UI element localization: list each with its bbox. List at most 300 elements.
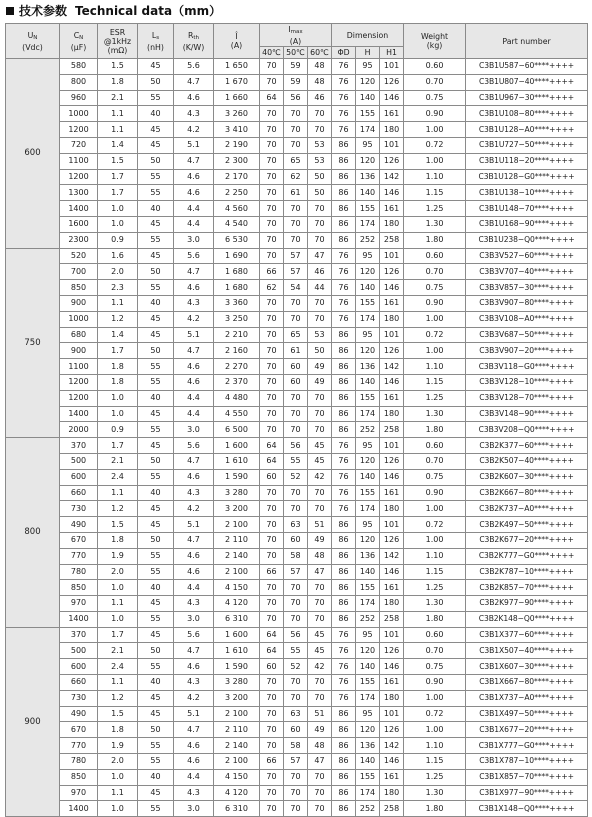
imax-40-cell: 70	[260, 169, 284, 185]
table-row	[6, 264, 588, 280]
rth-cell: 4.2	[174, 690, 214, 706]
esr-cell: 1.5	[98, 517, 138, 533]
rth-cell: 4.6	[174, 185, 214, 201]
imax-40-cell: 70	[260, 232, 284, 248]
cn-cell: 670	[60, 532, 98, 548]
ls-cell: 40	[138, 295, 174, 311]
part-number-cell: C3B1X507−40****++++	[466, 643, 588, 659]
technical-data-table	[5, 23, 588, 817]
h-cell: 120	[356, 532, 380, 548]
imax-60-cell: 49	[308, 532, 332, 548]
imax-50-cell: 70	[284, 801, 308, 817]
rth-cell: 5.6	[174, 438, 214, 454]
weight-cell: 1.15	[404, 754, 466, 770]
ls-cell: 45	[138, 137, 174, 153]
part-number-cell: C3B3V687−50****++++	[466, 327, 588, 343]
part-number-cell: C3B1U168−90****++++	[466, 216, 588, 232]
i-cell: 6 500	[214, 422, 260, 438]
imax-40-cell: 70	[260, 596, 284, 612]
imax-50-cell: 70	[284, 232, 308, 248]
i-cell: 1 690	[214, 248, 260, 264]
h-cell: 174	[356, 596, 380, 612]
table-row	[6, 359, 588, 375]
table-row	[6, 216, 588, 232]
i-cell: 1 590	[214, 469, 260, 485]
esr-cell: 1.7	[98, 627, 138, 643]
part-number-cell: C3B3V907−80****++++	[466, 295, 588, 311]
imax-60-cell: 48	[308, 59, 332, 75]
imax-50-cell: 60	[284, 532, 308, 548]
imax-60-cell: 70	[308, 422, 332, 438]
weight-cell: 0.70	[404, 453, 466, 469]
imax-50-cell: 60	[284, 374, 308, 390]
table-row	[6, 137, 588, 153]
imax-60-cell: 70	[308, 122, 332, 138]
h1-cell: 258	[380, 232, 404, 248]
table-row	[6, 659, 588, 675]
imax-60-cell: 45	[308, 643, 332, 659]
imax-40-cell: 62	[260, 280, 284, 296]
h-cell: 120	[356, 643, 380, 659]
weight-cell: 0.70	[404, 74, 466, 90]
rth-cell: 4.6	[174, 659, 214, 675]
i-cell: 2 110	[214, 722, 260, 738]
esr-cell: 2.0	[98, 264, 138, 280]
weight-cell: 0.70	[404, 264, 466, 280]
imax-60-cell: 53	[308, 137, 332, 153]
diameter-cell: 76	[332, 690, 356, 706]
esr-cell: 2.3	[98, 280, 138, 296]
table-row	[6, 153, 588, 169]
weight-cell: 0.75	[404, 659, 466, 675]
h-cell: 140	[356, 185, 380, 201]
h-cell: 140	[356, 280, 380, 296]
cn-cell: 600	[60, 469, 98, 485]
h1-cell: 180	[380, 501, 404, 517]
h1-cell: 161	[380, 201, 404, 217]
rth-cell: 4.3	[174, 485, 214, 501]
i-cell: 2 160	[214, 343, 260, 359]
table-row	[6, 517, 588, 533]
i-cell: 1 590	[214, 659, 260, 675]
esr-cell: 1.8	[98, 74, 138, 90]
diameter-cell: 86	[332, 580, 356, 596]
imax-50-cell: 63	[284, 706, 308, 722]
h1-cell: 101	[380, 706, 404, 722]
rth-cell: 4.7	[174, 343, 214, 359]
imax-60-cell: 70	[308, 785, 332, 801]
ls-cell: 50	[138, 453, 174, 469]
part-number-cell: C3B3V128−10****++++	[466, 374, 588, 390]
esr-cell: 1.5	[98, 706, 138, 722]
h-cell: 140	[356, 90, 380, 106]
part-number-cell: C3B1U148−70****++++	[466, 201, 588, 217]
imax-50-cell: 58	[284, 548, 308, 564]
imax-50-cell: 70	[284, 769, 308, 785]
table-body	[6, 59, 588, 817]
weight-cell: 0.90	[404, 485, 466, 501]
esr-cell: 1.1	[98, 675, 138, 691]
weight-cell: 0.75	[404, 280, 466, 296]
imax-60-cell: 46	[308, 90, 332, 106]
diameter-cell: 76	[332, 280, 356, 296]
imax-60-cell: 70	[308, 295, 332, 311]
ls-cell: 40	[138, 201, 174, 217]
h-cell: 140	[356, 469, 380, 485]
h1-cell: 146	[380, 185, 404, 201]
i-cell: 6 310	[214, 801, 260, 817]
ls-cell: 40	[138, 106, 174, 122]
part-number-cell: C3B2K677−20****++++	[466, 532, 588, 548]
h1-cell: 161	[380, 390, 404, 406]
rth-cell: 4.6	[174, 564, 214, 580]
h-cell: 155	[356, 485, 380, 501]
table-row	[6, 722, 588, 738]
ls-cell: 50	[138, 722, 174, 738]
ls-cell: 55	[138, 801, 174, 817]
imax-40-cell: 70	[260, 675, 284, 691]
imax-60-cell: 48	[308, 74, 332, 90]
imax-40-cell: 70	[260, 311, 284, 327]
imax-60-cell: 42	[308, 659, 332, 675]
ls-cell: 55	[138, 548, 174, 564]
header-ls: $L_s$ (nH)	[138, 24, 174, 59]
imax-40-cell: 70	[260, 248, 284, 264]
table-row	[6, 59, 588, 75]
rth-cell: 4.4	[174, 390, 214, 406]
weight-cell: 1.25	[404, 769, 466, 785]
i-cell: 3 200	[214, 501, 260, 517]
i-cell: 1 680	[214, 264, 260, 280]
diameter-cell: 86	[332, 548, 356, 564]
ls-cell: 55	[138, 232, 174, 248]
ls-cell: 55	[138, 280, 174, 296]
imax-40-cell: 70	[260, 122, 284, 138]
cn-cell: 1000	[60, 106, 98, 122]
weight-cell: 0.90	[404, 106, 466, 122]
esr-cell: 1.5	[98, 153, 138, 169]
rth-cell: 5.6	[174, 248, 214, 264]
esr-cell: 0.9	[98, 232, 138, 248]
h1-cell: 161	[380, 295, 404, 311]
imax-50-cell: 70	[284, 501, 308, 517]
esr-cell: 1.1	[98, 295, 138, 311]
esr-cell: 1.8	[98, 374, 138, 390]
imax-40-cell: 70	[260, 153, 284, 169]
ls-cell: 45	[138, 517, 174, 533]
table-row	[6, 201, 588, 217]
weight-cell: 0.60	[404, 627, 466, 643]
diameter-cell: 86	[332, 722, 356, 738]
h-cell: 95	[356, 438, 380, 454]
h-cell: 252	[356, 422, 380, 438]
esr-cell: 1.0	[98, 201, 138, 217]
diameter-cell: 86	[332, 374, 356, 390]
cn-cell: 770	[60, 738, 98, 754]
table-row	[6, 106, 588, 122]
part-number-cell: C3B1U138−10****++++	[466, 185, 588, 201]
table-row	[6, 738, 588, 754]
imax-40-cell: 70	[260, 738, 284, 754]
i-cell: 2 210	[214, 327, 260, 343]
cn-cell: 1400	[60, 611, 98, 627]
imax-40-cell: 70	[260, 201, 284, 217]
imax-40-cell: 70	[260, 59, 284, 75]
cn-cell: 850	[60, 280, 98, 296]
ls-cell: 55	[138, 359, 174, 375]
rth-cell: 4.3	[174, 596, 214, 612]
table-row	[6, 122, 588, 138]
esr-cell: 2.1	[98, 90, 138, 106]
h1-cell: 101	[380, 517, 404, 533]
ls-cell: 45	[138, 59, 174, 75]
i-cell: 6 530	[214, 232, 260, 248]
imax-50-cell: 56	[284, 438, 308, 454]
table-row	[6, 596, 588, 612]
diameter-cell: 76	[332, 122, 356, 138]
diameter-cell: 86	[332, 738, 356, 754]
imax-40-cell: 64	[260, 627, 284, 643]
weight-cell: 0.72	[404, 517, 466, 533]
esr-cell: 1.0	[98, 216, 138, 232]
i-cell: 4 120	[214, 596, 260, 612]
part-number-cell: C3B3V907−20****++++	[466, 343, 588, 359]
h-cell: 95	[356, 59, 380, 75]
table-row	[6, 501, 588, 517]
h1-cell: 126	[380, 643, 404, 659]
imax-50-cell: 60	[284, 359, 308, 375]
h-cell: 120	[356, 722, 380, 738]
rth-cell: 5.6	[174, 59, 214, 75]
weight-cell: 0.70	[404, 643, 466, 659]
rth-cell: 4.6	[174, 90, 214, 106]
rth-cell: 5.1	[174, 137, 214, 153]
imax-50-cell: 70	[284, 690, 308, 706]
table-row	[6, 390, 588, 406]
i-cell: 3 260	[214, 106, 260, 122]
ls-cell: 55	[138, 611, 174, 627]
h1-cell: 101	[380, 137, 404, 153]
imax-60-cell: 70	[308, 106, 332, 122]
part-number-cell: C3B1X677−20****++++	[466, 722, 588, 738]
imax-40-cell: 70	[260, 722, 284, 738]
rth-cell: 4.4	[174, 406, 214, 422]
weight-cell: 1.00	[404, 343, 466, 359]
ls-cell: 50	[138, 264, 174, 280]
rth-cell: 4.6	[174, 754, 214, 770]
imax-60-cell: 70	[308, 501, 332, 517]
imax-40-cell: 70	[260, 106, 284, 122]
i-cell: 4 150	[214, 769, 260, 785]
diameter-cell: 76	[332, 675, 356, 691]
i-cell: 3 280	[214, 675, 260, 691]
part-number-cell: C3B1U238−Q0****++++	[466, 232, 588, 248]
imax-50-cell: 56	[284, 627, 308, 643]
imax-60-cell: 48	[308, 548, 332, 564]
imax-60-cell: 70	[308, 675, 332, 691]
imax-60-cell: 70	[308, 485, 332, 501]
esr-cell: 1.8	[98, 722, 138, 738]
imax-60-cell: 49	[308, 722, 332, 738]
h-cell: 140	[356, 754, 380, 770]
table-row	[6, 185, 588, 201]
diameter-cell: 86	[332, 706, 356, 722]
part-number-cell: C3B2K377−60****++++	[466, 438, 588, 454]
part-number-cell: C3B2K507−40****++++	[466, 453, 588, 469]
table-row	[6, 248, 588, 264]
header-h: H	[356, 47, 380, 59]
imax-50-cell: 70	[284, 311, 308, 327]
diameter-cell: 86	[332, 532, 356, 548]
table-row	[6, 485, 588, 501]
part-number-cell: C3B1U108−80****++++	[466, 106, 588, 122]
h1-cell: 180	[380, 406, 404, 422]
header-row	[6, 24, 588, 47]
h-cell: 155	[356, 295, 380, 311]
h-cell: 95	[356, 706, 380, 722]
ls-cell: 45	[138, 627, 174, 643]
imax-60-cell: 47	[308, 248, 332, 264]
cn-cell: 370	[60, 627, 98, 643]
cn-cell: 970	[60, 785, 98, 801]
cn-cell: 730	[60, 690, 98, 706]
ls-cell: 40	[138, 580, 174, 596]
imax-40-cell: 60	[260, 469, 284, 485]
cn-cell: 580	[60, 59, 98, 75]
ls-cell: 55	[138, 185, 174, 201]
h1-cell: 126	[380, 343, 404, 359]
i-cell: 1 610	[214, 453, 260, 469]
header-dimension: Dimension	[332, 24, 404, 47]
part-number-cell: C3B1X977−90****++++	[466, 785, 588, 801]
i-cell: 3 200	[214, 690, 260, 706]
ls-cell: 55	[138, 422, 174, 438]
i-cell: 2 270	[214, 359, 260, 375]
imax-50-cell: 70	[284, 106, 308, 122]
ls-cell: 55	[138, 469, 174, 485]
table-row	[6, 295, 588, 311]
imax-40-cell: 70	[260, 706, 284, 722]
diameter-cell: 86	[332, 422, 356, 438]
cn-cell: 1200	[60, 390, 98, 406]
imax-50-cell: 70	[284, 122, 308, 138]
ls-cell: 55	[138, 738, 174, 754]
table-row	[6, 374, 588, 390]
h-cell: 140	[356, 564, 380, 580]
imax-60-cell: 50	[308, 169, 332, 185]
imax-50-cell: 57	[284, 248, 308, 264]
part-number-cell: C3B1X497−50****++++	[466, 706, 588, 722]
h-cell: 155	[356, 580, 380, 596]
h1-cell: 180	[380, 596, 404, 612]
rth-cell: 4.3	[174, 295, 214, 311]
cn-cell: 1000	[60, 311, 98, 327]
esr-cell: 2.0	[98, 754, 138, 770]
esr-cell: 1.8	[98, 359, 138, 375]
diameter-cell: 86	[332, 185, 356, 201]
table-row	[6, 690, 588, 706]
header-imax: $I_{max}$ (A)	[260, 24, 332, 47]
header-i: Î (A)	[214, 24, 260, 59]
ls-cell: 50	[138, 153, 174, 169]
h1-cell: 126	[380, 264, 404, 280]
weight-cell: 1.10	[404, 548, 466, 564]
diameter-cell: 86	[332, 216, 356, 232]
rth-cell: 4.2	[174, 122, 214, 138]
weight-cell: 1.15	[404, 374, 466, 390]
part-number-cell: C3B3V857−30****++++	[466, 280, 588, 296]
esr-cell: 2.1	[98, 643, 138, 659]
rth-cell: 4.7	[174, 532, 214, 548]
imax-40-cell: 70	[260, 690, 284, 706]
table-row	[6, 169, 588, 185]
rth-cell: 5.1	[174, 327, 214, 343]
ls-cell: 45	[138, 785, 174, 801]
diameter-cell: 76	[332, 90, 356, 106]
rth-cell: 4.6	[174, 548, 214, 564]
h1-cell: 146	[380, 659, 404, 675]
diameter-cell: 86	[332, 359, 356, 375]
imax-50-cell: 55	[284, 453, 308, 469]
h1-cell: 146	[380, 90, 404, 106]
cn-cell: 2000	[60, 422, 98, 438]
cn-cell: 1100	[60, 359, 98, 375]
cn-cell: 960	[60, 90, 98, 106]
imax-50-cell: 57	[284, 264, 308, 280]
header-cn: $C_N$ (μF)	[60, 24, 98, 59]
h1-cell: 161	[380, 485, 404, 501]
cn-cell: 1200	[60, 169, 98, 185]
esr-cell: 1.7	[98, 169, 138, 185]
rth-cell: 4.3	[174, 785, 214, 801]
h1-cell: 126	[380, 74, 404, 90]
table-row	[6, 311, 588, 327]
part-number-cell: C3B1U118−20****++++	[466, 153, 588, 169]
esr-cell: 1.0	[98, 390, 138, 406]
table-row	[6, 438, 588, 454]
weight-cell: 1.10	[404, 738, 466, 754]
imax-40-cell: 64	[260, 453, 284, 469]
imax-50-cell: 70	[284, 785, 308, 801]
imax-50-cell: 52	[284, 659, 308, 675]
diameter-cell: 76	[332, 74, 356, 90]
part-number-cell: C3B3V707−40****++++	[466, 264, 588, 280]
imax-40-cell: 70	[260, 485, 284, 501]
imax-50-cell: 60	[284, 722, 308, 738]
cn-cell: 770	[60, 548, 98, 564]
imax-50-cell: 70	[284, 295, 308, 311]
h-cell: 155	[356, 675, 380, 691]
esr-cell: 1.7	[98, 185, 138, 201]
esr-cell: 1.0	[98, 580, 138, 596]
part-number-cell: C3B1X787−10****++++	[466, 754, 588, 770]
header-rth: $R_{th}$ (K/W)	[174, 24, 214, 59]
voltage-group-cell: 800	[6, 438, 60, 628]
i-cell: 2 100	[214, 754, 260, 770]
imax-40-cell: 66	[260, 754, 284, 770]
h1-cell: 101	[380, 438, 404, 454]
part-number-cell: C3B3V128−70****++++	[466, 390, 588, 406]
h-cell: 120	[356, 74, 380, 90]
header-un: $U_N$ (Vdc)	[6, 24, 60, 59]
h-cell: 174	[356, 122, 380, 138]
i-cell: 2 100	[214, 564, 260, 580]
cn-cell: 850	[60, 769, 98, 785]
weight-cell: 1.00	[404, 532, 466, 548]
diameter-cell: 76	[332, 501, 356, 517]
header-60c: 60℃	[308, 47, 332, 59]
imax-60-cell: 70	[308, 201, 332, 217]
